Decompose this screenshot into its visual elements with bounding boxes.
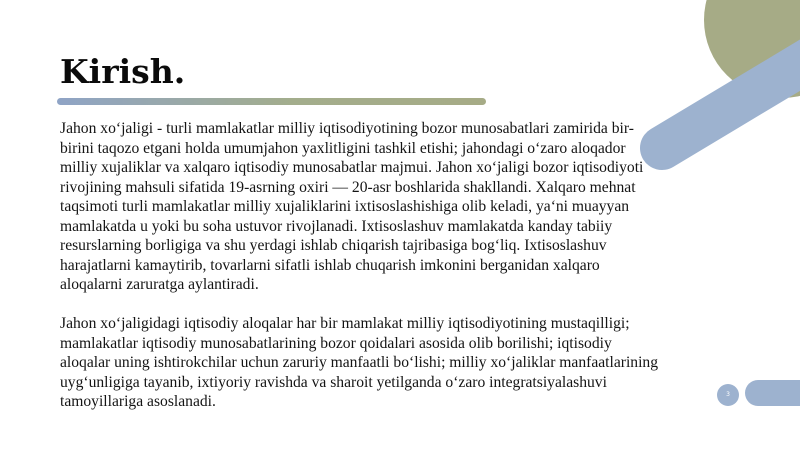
paragraph-principles: Jahon xo‘jaligidagi iqtisodiy aloqalar har bir mamlakat milliy iqtisodiyotining mustaqilligi; mamlakatlar iqtisodiy munosabatlarining bozor qoidalari asosida olib borilishi; iqtisodiy aloqalar uning ishtirokchilar uchun zaruriy manfaatli bo‘lishi; milliy xo‘jaliklar manfaatlarining uyg‘unligiga tayanib, ixtiyoriy ravishda va sharoit yetilganda o‘zaro integratsiyalashuvi tamoyillariga asoslanadi. xyxy=(60,315,659,410)
slide-body xyxy=(60,119,768,412)
title-underline xyxy=(57,98,486,105)
slide-title: Kirish. xyxy=(60,52,186,91)
page-number-badge: 3 xyxy=(717,384,739,406)
paragraph-intro: Jahon xo‘jaligi - turli mamlakatlar milliy iqtisodiyotining bozor munosabatlari zamirida bir- birini taqozo etgani holda umumjahon yaxlitligini tashkil etishi; jahondagi o‘zaro aloqador milliy xujaliklar va xalqaro iqtisodiy munosabatlar majmui. Jahon xo‘jaligi bozor iqtisodiyoti rivojining mahsuli sifatida 19-asrning oxiri — 20-asr boshlarida shakllandi. Xalqaro mehnat taqsimoti turli mamlakatlar milliy xujaliklarini ixtisoslashishiga olib keladi, ya‘ni muayyan mamlakatda u yoki bu soha ustuvor rivojlanadi. Ixtisoslashuv mamlakatda kanday tabiiy resurslarning borligiga va shu yerdagi ishlab chiqarish tajribasiga bog‘liq. Ixtisoslashuv harajatlarni kamaytirib, tovarlarni sifatli ishlab chuqarish imkonini berganidan xalqaro aloqalarni zaruratga aylantiradi. xyxy=(60,120,644,293)
